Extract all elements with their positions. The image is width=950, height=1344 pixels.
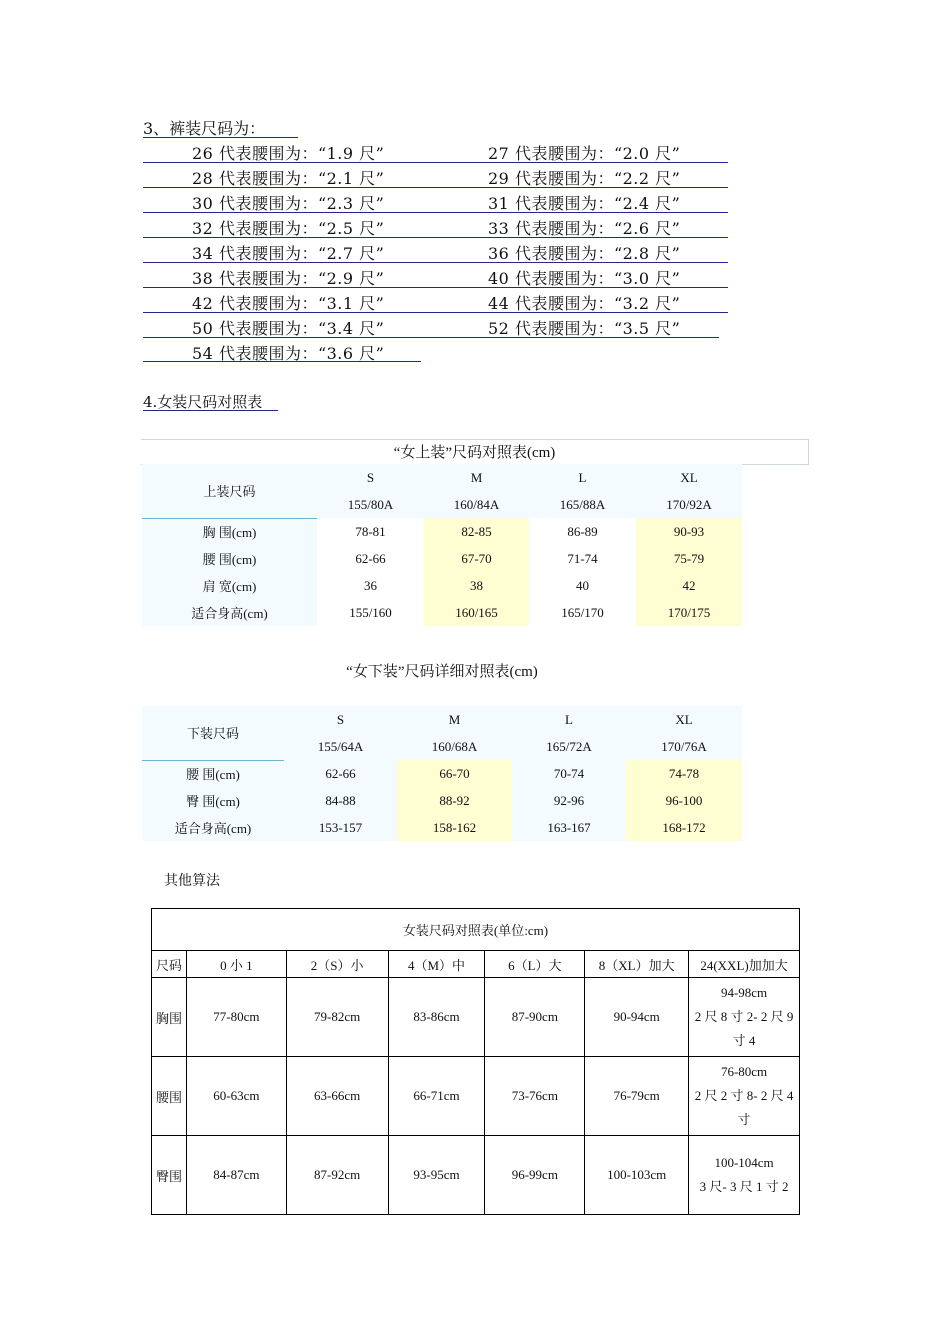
table-cell: 87-90cm	[485, 978, 585, 1057]
pants-size-item: 29 代表腰围为：“2.2 尺”	[488, 169, 681, 188]
pants-heading: 3、裤装尺码为：	[143, 119, 266, 138]
table-header: 0 小 1	[186, 951, 286, 978]
size-header: L	[529, 464, 636, 491]
row-label: 腰 围(cm)	[142, 760, 284, 787]
size-code: 165/72A	[512, 733, 626, 760]
table-cell: 78-81	[317, 518, 424, 545]
table-cell: 100-103cm	[585, 1136, 689, 1215]
cell-line: 94-98cm	[720, 985, 768, 1000]
table-cell: 155/160	[317, 599, 424, 626]
pants-size-item: 36 代表腰围为：“2.8 尺”	[488, 244, 681, 263]
row-underline	[143, 312, 728, 313]
cell-line: 76-80cm	[720, 1064, 768, 1079]
table-cell: 153-157	[284, 814, 397, 841]
table-row	[142, 706, 742, 733]
tops-table-caption: “女上装”尺码对照表(cm)	[141, 439, 809, 465]
table-row	[152, 951, 800, 978]
size-code: 170/76A	[626, 733, 742, 760]
pants-size-item: 28 代表腰围为：“2.1 尺”	[192, 169, 385, 188]
table-header: 24(XXL)加加大	[689, 951, 800, 978]
table-cell: 66-70	[397, 760, 512, 787]
table-cell: 168-172	[626, 814, 742, 841]
row-underline	[143, 237, 728, 238]
tops-size-table	[142, 464, 742, 626]
table-cell: 92-96	[512, 787, 626, 814]
table-row	[152, 1057, 800, 1136]
table-cell: 75-79	[636, 545, 742, 572]
pants-size-item: 50 代表腰围为：“3.4 尺”	[192, 319, 385, 338]
table-row	[142, 572, 742, 599]
pants-size-item: 52 代表腰围为：“3.5 尺”	[488, 319, 681, 338]
table-cell: 62-66	[284, 760, 397, 787]
table-cell: 86-89	[529, 518, 636, 545]
size-header: M	[397, 706, 512, 733]
row-label: 适合身高(cm)	[142, 814, 284, 841]
row-underline	[143, 162, 728, 163]
table-row	[142, 760, 742, 787]
pants-size-item: 33 代表腰围为：“2.6 尺”	[488, 219, 681, 238]
table-cell: 74-78	[626, 760, 742, 787]
row-label: 肩 宽(cm)	[142, 572, 317, 599]
table-cell: 93-95cm	[388, 1136, 485, 1215]
table-cell: 70-74	[512, 760, 626, 787]
size-header: S	[284, 706, 397, 733]
table-cell: 66-71cm	[388, 1057, 485, 1136]
table-header: 8（XL）加大	[585, 951, 689, 978]
pants-size-item: 42 代表腰围为：“3.1 尺”	[192, 294, 385, 313]
row-underline	[143, 361, 421, 362]
table-cell	[689, 1136, 800, 1215]
row-underline	[143, 262, 728, 263]
table-cell: 38	[424, 572, 529, 599]
cell-line: 100-104cm	[714, 1155, 774, 1170]
size-code: 170/92A	[636, 491, 742, 518]
pants-size-item: 27 代表腰围为：“2.0 尺”	[488, 144, 681, 163]
table-caption: 女装尺码对照表(单位:cm)	[152, 909, 800, 951]
table-cell: 88-92	[397, 787, 512, 814]
table-cell: 36	[317, 572, 424, 599]
bottoms-size-label: 下装尺码	[142, 706, 284, 760]
table-cell: 87-92cm	[286, 1136, 388, 1215]
size-code: 155/64A	[284, 733, 397, 760]
table-row	[142, 518, 742, 545]
table-cell: 71-74	[529, 545, 636, 572]
row-label: 胸 围(cm)	[142, 518, 317, 545]
size-code: 160/68A	[397, 733, 512, 760]
table-cell: 158-162	[397, 814, 512, 841]
bottoms-table-caption: “女下装”尺码详细对照表(cm)	[346, 664, 538, 680]
table-cell: 40	[529, 572, 636, 599]
table-cell: 62-66	[317, 545, 424, 572]
table-row	[142, 464, 742, 491]
pants-size-item: 26 代表腰围为：“1.9 尺”	[192, 144, 385, 163]
table-cell: 73-76cm	[485, 1057, 585, 1136]
size-code: 165/88A	[529, 491, 636, 518]
table-cell: 160/165	[424, 599, 529, 626]
row-label: 臀 围(cm)	[142, 787, 284, 814]
row-label: 腰围	[152, 1057, 187, 1136]
table-cell: 63-66cm	[286, 1057, 388, 1136]
pants-size-item: 44 代表腰围为：“3.2 尺”	[488, 294, 681, 313]
row-label: 臀围	[152, 1136, 187, 1215]
table-cell: 165/170	[529, 599, 636, 626]
table-cell: 83-86cm	[388, 978, 485, 1057]
women-size-table	[151, 908, 800, 1215]
table-cell: 96-99cm	[485, 1136, 585, 1215]
size-header: XL	[636, 464, 742, 491]
bottoms-size-table	[142, 706, 742, 841]
size-header: L	[512, 706, 626, 733]
section4-heading: 4.女装尺码对照表	[143, 393, 263, 411]
table-row	[152, 978, 800, 1057]
table-cell: 42	[636, 572, 742, 599]
table-cell: 82-85	[424, 518, 529, 545]
table-cell: 170/175	[636, 599, 742, 626]
pants-size-item: 32 代表腰围为：“2.5 尺”	[192, 219, 385, 238]
table-cell: 90-94cm	[585, 978, 689, 1057]
table-header: 4（M）中	[388, 951, 485, 978]
pants-size-item: 30 代表腰围为：“2.3 尺”	[192, 194, 385, 213]
row-underline	[143, 187, 728, 188]
pants-size-item: 54 代表腰围为：“3.6 尺”	[192, 344, 385, 363]
table-cell: 77-80cm	[186, 978, 286, 1057]
size-code: 155/80A	[317, 491, 424, 518]
table-row	[152, 909, 800, 951]
pants-size-item: 38 代表腰围为：“2.9 尺”	[192, 269, 385, 288]
size-header: M	[424, 464, 529, 491]
cell-line: 2 尺 2 寸 8- 2 尺 4	[694, 1088, 794, 1103]
pants-size-item: 31 代表腰围为：“2.4 尺”	[488, 194, 681, 213]
table-header: 尺码	[152, 951, 187, 978]
table-row	[142, 599, 742, 626]
cell-line: 寸 4	[732, 1033, 756, 1048]
table-cell: 163-167	[512, 814, 626, 841]
table-row	[142, 545, 742, 572]
row-underline	[143, 212, 728, 213]
table-cell: 84-88	[284, 787, 397, 814]
size-header: S	[317, 464, 424, 491]
pants-size-item: 34 代表腰围为：“2.7 尺”	[192, 244, 385, 263]
table-cell: 90-93	[636, 518, 742, 545]
table-cell	[689, 978, 800, 1057]
table-cell: 84-87cm	[186, 1136, 286, 1215]
heading-underline	[143, 410, 278, 411]
other-method-heading: 其他算法	[164, 874, 220, 889]
cell-line: 3 尺- 3 尺 1 寸 2	[699, 1179, 789, 1194]
table-row	[142, 814, 742, 841]
row-label: 腰 围(cm)	[142, 545, 317, 572]
pants-size-item: 40 代表腰围为：“3.0 尺”	[488, 269, 681, 288]
size-code: 160/84A	[424, 491, 529, 518]
table-cell: 76-79cm	[585, 1057, 689, 1136]
cell-line: 2 尺 8 寸 2- 2 尺 9	[694, 1009, 794, 1024]
heading-underline	[143, 137, 298, 138]
row-underline	[143, 337, 719, 338]
row-label: 适合身高(cm)	[142, 599, 317, 626]
cell-line: 寸	[737, 1112, 751, 1127]
table-cell: 60-63cm	[186, 1057, 286, 1136]
table-cell: 67-70	[424, 545, 529, 572]
table-cell	[689, 1057, 800, 1136]
table-cell: 96-100	[626, 787, 742, 814]
table-cell: 79-82cm	[286, 978, 388, 1057]
row-label: 胸围	[152, 978, 187, 1057]
table-row	[152, 1136, 800, 1215]
row-underline	[143, 287, 728, 288]
table-row	[142, 787, 742, 814]
size-header: XL	[626, 706, 742, 733]
table-header: 2（S）小	[286, 951, 388, 978]
tops-size-label: 上装尺码	[142, 464, 317, 518]
table-header: 6（L）大	[485, 951, 585, 978]
